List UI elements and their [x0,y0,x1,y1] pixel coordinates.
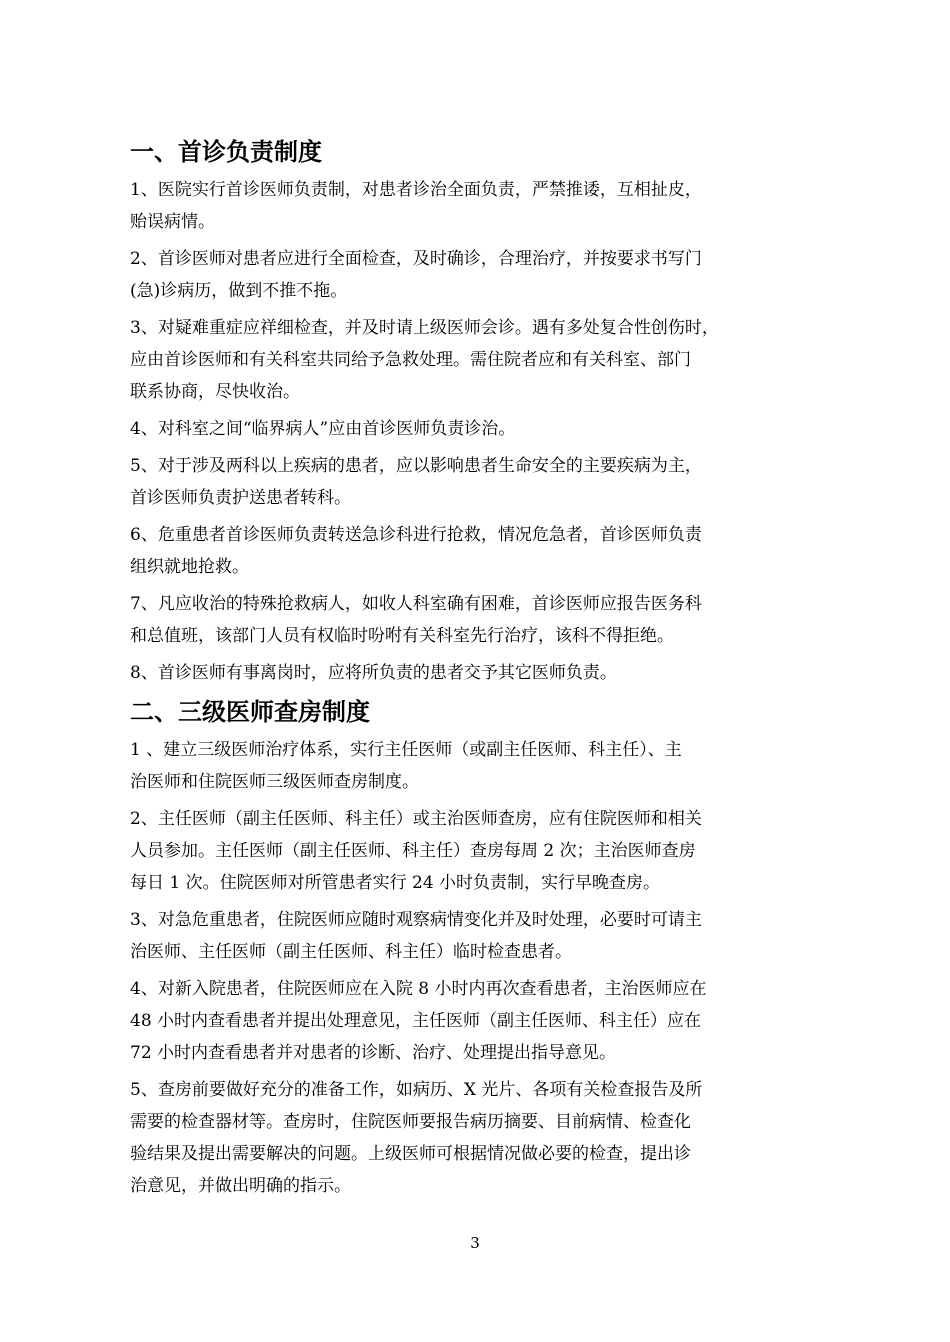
text-line: 4、对科室之间“临界病人”应由首诊医师负责诊治。 [130,419,516,439]
text-line: 72 小时内查看患者并对患者的诊断、治疗、处理提出指导意见。 [130,1043,617,1063]
text-line: 和总值班，该部门人员有权临时吩咐有关科室先行治疗，该科不得拒绝。 [130,626,674,646]
text-line: 治医师、主任医师（副主任医师、科主任）临时检查患者。 [130,942,572,962]
paragraph-1-7 [130,588,820,652]
text-line: 4、对新入院患者，住院医师应在入院 8 小时内再次查看患者，主治医师应在 [130,979,707,999]
text-line: 8、首诊医师有事离岗时，应将所负责的患者交予其它医师负责。 [130,663,617,683]
text-line: 治意见，并做出明确的指示。 [130,1176,351,1196]
section-heading-ward-rounds: 二、三级医师查房制度 [130,698,370,726]
text-line: 5、查房前要做好充分的准备工作，如病历、X 光片、各项有关检查报告及所 [130,1080,703,1100]
paragraph-1-3 [130,312,820,408]
paragraph-1-6 [130,519,820,583]
paragraph-1-2 [130,243,820,307]
text-line: 人员参加。主任医师（副主任医师、科主任）查房每周 2 次；主治医师查房 [130,841,696,861]
text-line: 2、主任医师（副主任医师、科主任）或主治医师查房，应有住院医师和相关 [130,809,702,829]
text-line: 应由首诊医师和有关科室共同给予急救处理。需住院者应和有关科室、部门 [130,350,691,370]
text-line: 治医师和住院医师三级医师查房制度。 [130,772,419,792]
paragraph-1-8 [130,657,820,689]
text-line: 需要的检查器材等。查房时，住院医师要报告病历摘要、目前病情、检查化 [130,1112,691,1132]
text-line: 2、首诊医师对患者应进行全面检查，及时确诊，合理治疗，并按要求书写门 [130,249,702,269]
text-line: 首诊医师负责护送患者转科。 [130,488,351,508]
paragraph-1-1 [130,174,820,238]
text-line: 组织就地抢救。 [130,557,249,577]
paragraph-2-1 [130,734,820,798]
text-line: 1 、建立三级医师治疗体系，实行主任医师（或副主任医师、科主任）、主 [130,740,682,760]
paragraph-2-2 [130,803,820,899]
text-line: 验结果及提出需要解决的问题。上级医师可根据情况做必要的检查，提出诊 [130,1144,691,1164]
document-body [130,134,820,1207]
text-line: 7、凡应收治的特殊抢救病人，如收人科室确有困难，首诊医师应报告医务科 [130,594,702,614]
text-line: 6、危重患者首诊医师负责转送急诊科进行抢救，情况危急者，首诊医师负责 [130,525,702,545]
text-line: 5、对于涉及两科以上疾病的患者，应以影响患者生命安全的主要疾病为主， [130,456,702,476]
paragraph-2-3 [130,904,820,968]
text-line: (急)诊病历，做到不推不拖。 [130,281,348,301]
text-line: 48 小时内查看患者并提出处理意见，主任医师（副主任医师、科主任）应在 [130,1011,702,1031]
paragraph-1-4 [130,413,820,445]
text-line: 1、医院实行首诊医师负责制，对患者诊治全面负责，严禁推诿，互相扯皮， [130,180,702,200]
paragraph-2-4 [130,973,820,1069]
page-number: 3 [470,1234,480,1252]
paragraph-1-5 [130,450,820,514]
text-line: 贻误病情。 [130,212,215,232]
text-line: 联系协商，尽快收治。 [130,382,300,402]
text-line: 3、对急危重患者，住院医师应随时观察病情变化并及时处理，必要时可请主 [130,910,702,930]
text-line: 3、对疑难重症应祥细检查，并及时请上级医师会诊。遇有多处复合性创伤时， [130,318,719,338]
text-line: 每日 1 次。住院医师对所管患者实行 24 小时负责制，实行早晚查房。 [130,873,661,893]
section-heading-first-visit: 一、首诊负责制度 [130,138,322,166]
paragraph-2-5 [130,1074,820,1202]
